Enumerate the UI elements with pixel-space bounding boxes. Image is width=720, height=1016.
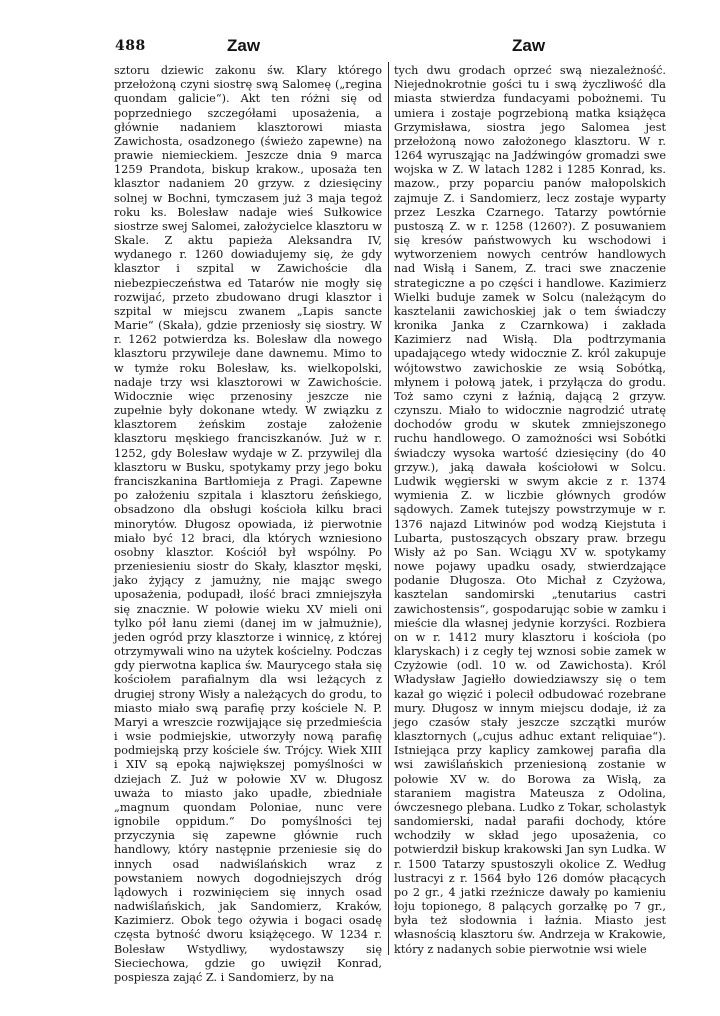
right-text-column xyxy=(394,64,666,957)
column-divider xyxy=(388,62,389,955)
right-running-headword: Zaw xyxy=(512,36,546,55)
left-running-headword: Zaw xyxy=(227,36,261,55)
page-number: 488 xyxy=(115,38,146,54)
left-text-column xyxy=(114,64,382,985)
right-column-text: tych dwu grodach oprzeć swą niezależność. Niejednokrotnie gości tu i swą życzliwość dla miasta stwierdza fundacyami pobożnemi. Tu umiera i zostaje pogrzebioną matka książęca Grzymisława, siostra jego Salomea jest przełożoną nowo założonego klasztoru. W r. 1264 wyrusząjąc na Jadźwingów gromadzi swe wojska w Z. W latach 1282 i 1285 Konrad, ks. mazow., przy poparciu panów małopolskich zajmuje Z. i Sandomierz, lecz zostaje wyparty przez Leszka Czarnego. Tatarzy powtórnie pustoszą Z. w r. 1258 (1260?). Z posuwaniem się kresów państwowych ku wschodowi i wytworzeniem nowych centrów handlowych nad Wisłą i Sanem, Z. traci swe znaczenie strategiczne a po części i handlowe. Kazimierz Wielki buduje zamek w Solcu (należącym do kasztelanii zawichoskiej jak o tem świadczy kronika Janka z Czarnkowa) i zakłada Kazimierz nad Wisłą. Dla podtrzymania upadającego wtedy widocznie Z. król zakupuje wójtowstwo zawichoskie ze wsią Sobótką, młynem i połową jatek, i przyłącza do grodu. Toż samo czyni z łaźnią, dającą 2 grzyw. czynszu. Miało to widocznie nagrodzić utratę dochodów grodu w skutek zmniejszonego ruchu handlowego. O zamożności wsi Sobótki świadczy wysoka wartość dziesięciny (do 40 grzyw.), jaką dawała kościołowi w Solcu. Ludwik węgierski w swym akcie z r. 1374 wymienia Z. w liczbie głównych grodów sądowych. Zamek tutejszy powstrzymuje w r. 1376 najazd Litwinów pod wodzą Kiejstuta i Lubarta, pustoszących obszary praw. brzegu Wisły aż po San. Wciągu XV w. spotykamy nowe pojawy upadku osady, stwierdzające podanie Długosza. Oto Michał z Czyżowa, kasztelan sandomirski „tenutarius castri zawichostensis“, gospodarując sobie w zamku i mieście dla własnej jedynie korzyści. Rozbiera on w r. 1412 mury klasztoru i kościoła (po klaryskach) i z cegły tej wznosi sobie zamek w Czyżowie (odl. 10 w. od Zawichosta). Król Władysław Jagiełło dowiedziawszy się o tem kazał go więzić i polecił odbudować rozebrane mury. Długosz w innym miejscu dodaje, iż za jego czasów stały jeszcze szczątki murów klasztornych („cujus adhuc extant reliquiae“). Istniejąca przy kaplicy zamkowej parafia dla wsi zawiślańskich przeniesioną zostanie w połowie XV w. do Borowa za Wisłą, za staraniem magistra Mateusza z Odolina, ówczesnego plebana. Ludko z Tokar, scholastyk sandomierski, nadał parafii dochody, które wchodziły w skład jego uposażenia, co potwierdził biskup krakowski Jan syn Ludka. W r. 1500 Tatarzy spustoszyli okolice Z. Według lustracyi z r. 1564 było 126 domów płacących po 2 gr., 4 jatki rzeźnicze dawały po kamieniu łoju topionego, 8 palących gorzałkę po 7 gr., była też słodownia i łaźnia. Miasto jest własnością klasztoru św. Andrzeja w Krakowie, który z nadanych sobie pierwotnie wsi wiele xyxy=(394,64,666,956)
left-column-text: sztoru dziewic zakonu św. Klary którego przełożoną czyni siostrę swą Salomeę („regina quondam galicie“). Akt ten różni się od poprzedniego szczegółami uposażenia, a głównie nadaniem klasztorowi miasta Zawichosta, osadzonego (świeżo zapewne) na prawie niemieckiem. Jeszcze dnia 9 marca 1259 Prandota, biskup krakow., uposaża ten klasztor nadaniem 20 grzyw. z dziesięciny solnej w Bochni, tymczasem już 3 maja tegoż roku ks. Bolesław nadaje wieś Sułkowice siostrze swej Salomei, założycielce klasztoru w Skale. Z aktu papieża Aleksandra IV, wydanego r. 1260 dowiadujemy się, że gdy klasztor i szpital w Zawichoście dla niebezpieczeństwa ed Tatarów nie mogły się rozwijać, przeto zbudowano drugi klasztor i szpital w miejscu zwanem „Lapis sancte Marie“ (Skała), gdzie przeniosły się siostry. W r. 1262 potwierdza ks. Bolesław dla nowego klasztoru przywileje dane dawnemu. Mimo to w tymże roku Bolesław, ks. wielkopolski, nadaje trzy wsi klasztorowi w Zawichoście. Widocznie więc przenosiny jeszcze nie zupełnie były dokonane wtedy. W związku z klasztorem żeńskim zostaje założenie klasztoru męskiego franciszkanów. Już w r. 1252, gdy Bolesław wydaje w Z. przywilej dla klasztoru w Busku, spotykamy przy jego boku franciszkanina Bartłomieja z Pragi. Zapewne po założeniu szpitala i klasztoru żeńskiego, obsadzono dla obsługi kościoła kilku braci minorytów. Długosz opowiada, iż pierwotnie miało być 12 braci, dla których wzniesiono osobny klasztor. Kościół był wspólny. Po przeniesieniu siostr do Skały, klasztor męski, jako żyjący z jamużny, nie mając swego uposażenia, podupadł, ilość braci zmniejszyła się znacznie. W połowie wieku XV mieli oni tylko pół łanu ziemi (danej im w jałmużnie), jeden ogród przy klasztorze i winnicę, z której otrzymywali wino na użytek kościelny. Podczas gdy pierwotna kaplica św. Maurycego stała się kościołem parafialnym dla wsi leżących z drugiej strony Wisły a należących do grodu, to miasto miało swą parafię przy kościele N. P. Maryi a wreszcie rozwijające się przedmieścia i wsie podmiejskie, utworzyły nową parafię podmiejską przy kościele św. Trójcy. Wiek XIII i XIV są epoką największej pomyślności w dziejach Z. Już w połowie XV w. Długosz uważa to miasto jako upadłe, zbiedniałe „magnum quondam Poloniae, nunc vere ignobile oppidum.“ Do pomyślności tej przyczynia się zapewne głównie ruch handlowy, który następnie przeniesie się do innych osad nadwiślańskich wraz z powstaniem nowych dogodniejszych dróg lądowych i rozwinięciem się innych osad nadwiślańskich, jak Sandomierz, Kraków, Kazimierz. Obok tego ożywia i bogaci osadę częsta bytność dworu książęcego. W 1234 r. Bolesław Wstydliwy, wydostawszy się Sieciechowa, gdzie go uwięził Konrad, pospiesza zająć Z. i Sandomierz, by na xyxy=(114,64,382,984)
